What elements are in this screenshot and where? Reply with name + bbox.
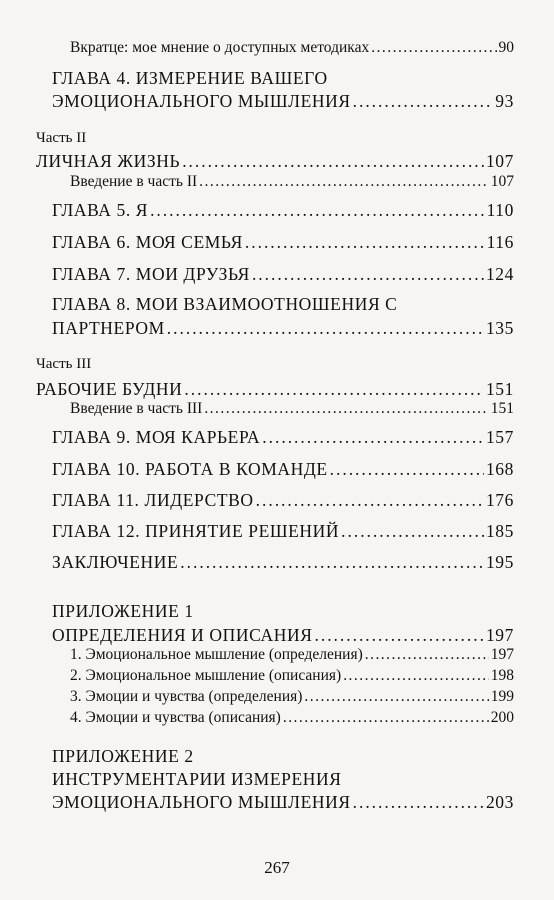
dot-leader: [245, 234, 485, 252]
toc-part-3-intro: [70, 401, 514, 417]
dot-leader: [283, 710, 489, 726]
dot-leader: [167, 320, 484, 338]
toc-part-2-intro: [70, 174, 514, 190]
toc-entry-title: ЭМОЦИОНАЛЬНОГО МЫШЛЕНИЯ: [52, 91, 351, 111]
toc-entry-title: Введение в часть II: [70, 173, 198, 190]
toc-entry-title: ЭМОЦИОНАЛЬНОГО МЫШЛЕНИЯ: [52, 792, 351, 812]
toc-chapter-8: [52, 320, 514, 338]
toc-entry-page: 185: [485, 521, 514, 541]
dot-leader: [343, 668, 489, 684]
dot-leader: [330, 461, 484, 479]
toc-entry-title: 2. Эмоциональное мышление (описания): [70, 667, 342, 684]
toc-chapter-10: [52, 461, 514, 479]
toc-entry-intro-summary: [70, 40, 514, 56]
toc-entry-page: 90: [498, 39, 514, 56]
dot-leader: [182, 153, 484, 171]
toc-entry-page: 176: [485, 490, 514, 510]
toc-entry-title: ГЛАВА 12. ПРИНЯТИЕ РЕШЕНИЙ: [52, 521, 340, 541]
toc-entry-page: 197: [485, 625, 514, 645]
dot-leader: [204, 401, 488, 417]
toc-part-2: [36, 153, 514, 171]
toc-appendix-1-line1: ПРИЛОЖЕНИЕ 1: [52, 601, 194, 621]
toc-entry-page: 116: [486, 232, 514, 252]
toc-entry-page: 93: [495, 91, 514, 111]
toc-conclusion: [52, 554, 514, 572]
toc-entry-page: 157: [485, 427, 514, 447]
dot-leader: [304, 689, 488, 705]
toc-chapter-5: [52, 202, 514, 220]
toc-chapter-9: [52, 429, 514, 447]
toc-entry-title: ГЛАВА 5. Я: [52, 200, 149, 220]
dot-leader: [256, 492, 484, 510]
toc-entry-page: 198: [490, 667, 514, 684]
dot-leader: [262, 429, 484, 447]
dot-leader: [199, 174, 489, 190]
toc-appendix-1-item: [70, 647, 514, 663]
toc-appendix-1-item: [70, 668, 514, 684]
toc-appendix-1: [52, 627, 514, 645]
toc-appendix-2: [52, 794, 514, 812]
toc-entry-title: ГЛАВА 6. МОЯ СЕМЬЯ: [52, 232, 243, 252]
toc-entry-page: 107: [485, 151, 514, 171]
dot-leader: [365, 647, 489, 663]
toc-entry-title: ГЛАВА 9. МОЯ КАРЬЕРА: [52, 427, 261, 447]
toc-part-3: [36, 381, 514, 399]
toc-entry-title: 1. Эмоциональное мышление (определения): [70, 646, 363, 663]
toc-entry-page: 124: [485, 264, 514, 284]
page-number: 267: [264, 858, 290, 877]
toc-entry-title: Вкратце: мое мнение о доступных методиках: [70, 39, 370, 56]
toc-entry-title: ГЛАВА 7. МОИ ДРУЗЬЯ: [52, 264, 250, 284]
toc-entry-title: ЗАКЛЮЧЕНИЕ: [52, 552, 179, 572]
dot-leader: [150, 202, 485, 220]
toc-entry-title: Введение в часть III: [70, 400, 203, 417]
toc-entry-title: ПАРТНЕРОМ: [52, 318, 165, 338]
toc-entry-page: 168: [485, 459, 514, 479]
toc-entry-title: ЛИЧНАЯ ЖИЗНЬ: [36, 151, 181, 171]
part-3-label: Часть III: [36, 356, 92, 372]
toc-entry-title: РАБОЧИЕ БУДНИ: [36, 379, 183, 399]
toc-entry-title: 4. Эмоции и чувства (описания): [70, 709, 281, 726]
dot-leader: [341, 523, 484, 541]
dot-leader: [252, 266, 484, 284]
dot-leader: [353, 794, 484, 812]
toc-entry-page: 135: [485, 318, 514, 338]
dot-leader: [184, 381, 484, 399]
toc-entry-page: 203: [485, 792, 514, 812]
toc-chapter-8-line1: ГЛАВА 8. МОИ ВЗАИМООТНОШЕНИЯ С: [52, 294, 398, 314]
toc-entry-page: 151: [485, 379, 514, 399]
toc-entry-page: 199: [490, 688, 514, 705]
dot-leader: [180, 554, 484, 572]
toc-entry-title: 3. Эмоции и чувства (определения): [70, 688, 303, 705]
toc-entry-title: ОПРЕДЕЛЕНИЯ И ОПИСАНИЯ: [52, 625, 313, 645]
toc-entry-title: ГЛАВА 10. РАБОТА В КОМАНДЕ: [52, 459, 328, 479]
toc-entry-page: 151: [490, 400, 514, 417]
toc-entry-page: 110: [486, 200, 514, 220]
toc-entry-page: 107: [490, 173, 514, 190]
part-2-label: Часть II: [36, 130, 87, 146]
toc-appendix-2-line1: ПРИЛОЖЕНИЕ 2: [52, 746, 194, 766]
dot-leader: [353, 93, 494, 111]
toc-chapter-7: [52, 266, 514, 284]
toc-appendix-2-line2: ИНСТРУМЕНТАРИИ ИЗМЕРЕНИЯ: [52, 769, 342, 789]
toc-entry-page: 200: [490, 709, 514, 726]
toc-chapter-12: [52, 523, 514, 541]
toc-chapter-4-line1: ГЛАВА 4. ИЗМЕРЕНИЕ ВАШЕГО: [52, 68, 328, 88]
toc-entry-page: 197: [490, 646, 514, 663]
toc-chapter-11: [52, 492, 514, 510]
toc-appendix-1-item: [70, 689, 514, 705]
toc-chapter-4: [52, 93, 514, 111]
toc-entry-title: ГЛАВА 11. ЛИДЕРСТВО: [52, 490, 254, 510]
toc-entry-page: 195: [485, 552, 514, 572]
toc-appendix-1-item: [70, 710, 514, 726]
dot-leader: [371, 40, 496, 56]
toc-chapter-6: [52, 234, 514, 252]
dot-leader: [315, 627, 484, 645]
